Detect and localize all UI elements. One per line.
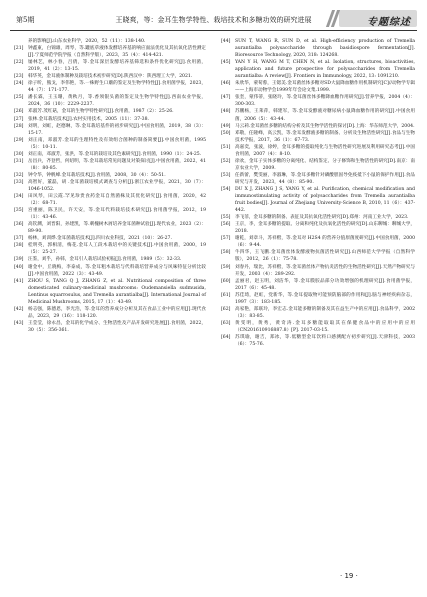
reference-text: 谢乾，刘章斗，苏祥楷，等.金耳对 H2S4 的营养分值原菌度研究[J].中国食用菌，2000（6）：9-44.: [235, 236, 415, 249]
reference-number: [58]: [221, 250, 231, 256]
reference-entry: [221, 108, 415, 122]
reference-text: 岳昌兵，齐登哲，何绍明，等.金耳栽培常见问题及对策探讨[J].中国食用菌，2022，41（8）：80-85.: [28, 158, 206, 171]
reference-number: [32]: [14, 172, 24, 178]
reference-entry: [221, 38, 415, 59]
reference-entry: [221, 214, 415, 221]
reference-number: [51]: [221, 144, 231, 150]
reference-entry: [14, 179, 206, 193]
reference-text: 宫重丽，陈卫民，许天安，等.金耳代料栽培技术研究[J].食用菌学报，2012，19（1）：43-46.: [28, 208, 206, 221]
reference-entry: [14, 256, 206, 263]
reference-number: [42]: [14, 306, 24, 312]
reference-number: [26]: [14, 109, 24, 115]
reference-column-right: [221, 38, 415, 348]
reference-text: 牛四华，王飞鹏.金耳菌丝体发酵液物抗菌活性研究[J].山西师范大学学报（自然科学版），2012，26（1）：75-78.: [235, 250, 415, 263]
reference-entry: [14, 80, 206, 94]
page-header: [10, 8, 417, 32]
reference-entry: [221, 334, 415, 348]
reference-entry: [221, 158, 415, 172]
page-number: · 19 ·: [340, 572, 358, 580]
reference-entry: [221, 123, 415, 130]
reference-text: 高钦渊，刘晋阳，孙建凯，等.刺槐树木屑培养金耳菌种试验[J].现代农业，2023（2）：89-90.: [28, 222, 206, 235]
reference-number: [34]: [14, 194, 24, 200]
reference-entry: [14, 193, 206, 207]
reference-text: 桂明英，郭相清，梅花.金耳人工段木栽培中的关键技术[J].中国食用菌，2000，19（5）：25-27.: [28, 243, 206, 256]
reference-number: [50]: [221, 130, 231, 136]
reference-number: [27]: [14, 116, 24, 122]
reference-text: 高家艳，郑联玲，李宏志.金耳能多糖的制备及其在益生产中的应用[J].食品科学，2002（3）：83-85.: [235, 306, 415, 319]
reference-entry: [14, 45, 206, 59]
reference-text: 杨志强，陈德恩，李光浩，等.金耳的营养成分分析及其在食品工业中的应用[J].现代食品，2023，29（16）：118-120.: [28, 306, 206, 319]
reference-text: 王京，李，金耳多糖的提取、分离和纯化及抗氧化活性的研究[D].山东聊城：聊城大学，2018.: [235, 222, 415, 235]
reference-text: DU X J, ZHANG J S, YANG Y, et al. Purification, chemical modification and immunostimulating activity of polysaccharides from Tremella aurantialba fruit bodies[J]. Journal of Zhejiang University-Science B, 2010, 11（6）：437-442.: [235, 186, 415, 214]
reference-entry: [14, 320, 206, 334]
reference-text: 黄雯明，黄秀，黄奇涛.金耳多糖能取取其在保健食品中的应用中的应用（CN201610916887.8）[P]. 2017-03-15.: [235, 320, 415, 333]
reference-text: SUN T, WANG R, SUN D, et al. High-efficiency production of Tremella aurantialba polysaccharide through basidiospore fermentation[J]. Bioresource Technology, 2020, 318: 124268.: [235, 39, 415, 59]
reference-number: [22]: [14, 60, 24, 66]
reference-text: 养的影响[J].山东农业科学，2020，52（11）：138-140.: [28, 39, 146, 44]
reference-number: [59]: [221, 264, 231, 270]
reference-text: 杨林，刘训烨.金耳菌栽培技术[J].四川农业科技，2021（10）：26-27.: [28, 236, 172, 242]
issue-label: 第5期: [16, 16, 35, 24]
reference-entry: [14, 207, 206, 221]
reference-text: 高智好，董磊，胡 .金耳菌栽培模式调查与分析[J].浙江农业学报，2021，30（7）：1046-1052.: [28, 179, 206, 192]
reference-text: 田风琴，田云霞.罕见珍贵食药金耳自然菌株及其优化研究[J].食用菌，2020，42（2）：68-71.: [28, 194, 206, 207]
section-badge: [329, 10, 417, 27]
reference-number: [30]: [14, 151, 24, 157]
reference-entry: [14, 108, 206, 115]
reference-number: [48]: [221, 109, 231, 115]
reference-number: [36]: [14, 222, 24, 228]
reference-text: 张林.金耳栽培技术[J].农村实用技术，2005（11）：37-38.: [28, 116, 149, 122]
reference-text: 潘长霖，王玉珊，黄秋月，等.香须银头菌的鉴定及生物学特性[J].西南农业学报，2024，36（10）：2229-2237.: [28, 95, 206, 108]
reference-number: [55]: [221, 215, 231, 221]
reference-number: [41]: [14, 278, 24, 284]
reference-number: [61]: [221, 292, 231, 298]
reference-entry: [14, 278, 206, 306]
reference-text: 高嘉奕，张波，徐婷，金耳多糖的提取纯化与生物活性研究进展及利用研究态考[J].中国食用菌，2007（4）：8-10.: [235, 144, 415, 157]
reference-entry: [14, 116, 206, 123]
reference-entry: [221, 80, 415, 94]
reference-number: [21]: [14, 46, 24, 52]
reference-number: [37]: [14, 236, 24, 242]
reference-number: [35]: [14, 208, 24, 214]
reference-entry: [221, 221, 415, 235]
reference-number: [33]: [14, 179, 24, 185]
reference-text: 马云莉.金耳菌丝多糖的结构分析及其生物学活性的探讨[D].上海：华东师范大学，2004.: [235, 123, 415, 129]
reference-text: 任新蕾，樊雯丽，李淑琳，等.金耳多糖针对磷酸胆固导免疫抵下小鼠的保护作用[J].食品研究与开发，2023，44（8）：85-90.: [235, 172, 415, 185]
reference-text: 韩华英，金耳液体制种及栽培技术初步研究[D].陕西汉中：陕西理工大学，2021.: [28, 74, 193, 80]
reference-number: [54]: [221, 186, 231, 192]
reference-text: 张奎，蒙伟蒂，张晓玲，等.金耳菌丝体多糖降血糖作用研究[J].营养学报，2004（4）：300-303.: [235, 95, 415, 108]
reference-number: [45]: [221, 60, 231, 66]
reference-entry: [14, 151, 206, 158]
reference-text: 刘春丹，瑞比，苏祥楷，等.金耳菌丝体产物抗炎活性的生物活性研究[J].天然产物研究与开发，2003（4）：289-292.: [235, 264, 415, 277]
reference-entry: [14, 137, 206, 151]
running-title: 王晓爽，等：金耳生物学特性、栽培技术和多糖功效的研究进展: [115, 16, 312, 24]
reference-entry: [221, 292, 415, 306]
reference-text: 邓敬，任隆峰，高云凯，等.金耳发酵液多糖的制备、分析及生物活性研究[J].食品与生物技术学报，2017，36（1）：67-73.: [235, 130, 415, 143]
reference-entry: [221, 186, 415, 214]
reference-text: 徐欢，金耳子实体多糖的分离纯化、结构鉴定、分子修饰和生物活性的研究[D].南京：南京农业大学，2009.: [235, 158, 415, 171]
reference-number: [43]: [14, 320, 24, 326]
reference-number: [64]: [221, 334, 231, 340]
reference-entry: [221, 320, 415, 334]
reference-text: 刘正南，邓淑芳.金耳的生理特性及有效组合菌种的制备简要[J].中国食用菌，1995（5）：10-11.: [28, 137, 206, 150]
reference-number: [60]: [221, 278, 231, 284]
reference-entry: [14, 94, 206, 108]
reference-entry: [221, 278, 415, 292]
header-rule: [10, 30, 417, 31]
reference-number: [53]: [221, 172, 231, 178]
reference-text: 王莹莹，徐永昌，金耳的化学成分、生物活性及产品开发研究进展[J].食用菌，2022，30（5）：356-361.: [28, 320, 206, 333]
reference-number: [39]: [14, 257, 24, 263]
reference-entry: [14, 172, 206, 179]
badge-text: 专题综述: [367, 17, 411, 28]
reference-entry: [14, 59, 206, 73]
reference-text: 刘正南，邓淑芳，张洪，等.金耳的栽培及其色素研究[J].食用菌，1990（1）：24-25.: [28, 151, 202, 157]
reference-entry: [14, 38, 206, 45]
reference-number: [57]: [221, 236, 231, 242]
reference-text: 汪鉴，刘乎，孙韩，金耳引人栽培试验初报[J].食用菌，1989（5）：32-33.: [28, 257, 182, 263]
reference-entry: [221, 306, 415, 320]
reference-entry: [14, 306, 206, 320]
reference-column-left: [14, 38, 206, 334]
reference-entry: [14, 123, 206, 137]
reference-text: YAN Y H, WANG M T, CHEN N, et al. Isolation, structures, bioactivities, application and future prospective for polysaccharides from Tremella aurantialba: A review[J]. Frontiers in Immunology, 2022, 13: 1091210.: [235, 60, 415, 80]
reference-text: 邓淑芳.茂红菇，金耳的生物学特性研究[J].食用菌，1987（2）：25-26.: [28, 109, 174, 115]
reference-number: [62]: [221, 306, 231, 312]
reference-text: 刘明，刘虹，赵德琳，等.金耳栽培基件的初步研究[J].中国食用菌，2019，38（3）：15-17.: [28, 123, 206, 136]
reference-number: [25]: [14, 95, 24, 101]
reference-entry: [14, 242, 206, 256]
reference-entry: [221, 172, 415, 186]
reference-text: 朱欣华，蒙荀蓉，王锶美.金耳菌丝体多糖对SD大鼠降血糖作用机制研究[C]//动物学专辑——上海市动物学会1999年年会论文集.1999.: [235, 81, 415, 94]
reference-number: [47]: [221, 95, 231, 101]
reference-text: ZHOU S, TANG Q J, ZHANG Z, et al. Nutritional composition of three domesticated culinary-medicinal mushrooms: Oudemansiella sudmusida, Lentinus squarrosulus, and Tremella aurantialba[J]. International Journal of Medicinal Mushrooms, 2015, 17（1）：43-49.: [28, 278, 206, 305]
reference-number: [44]: [221, 39, 231, 44]
reference-text: 屡林艺，林小春，吕倩，等.金耳深层发酵培养基筛选和条件优化研究[J].食用菌，2019，41（2）：13-15.: [28, 60, 206, 73]
reference-number: [38]: [14, 243, 24, 249]
reference-entry: [14, 158, 206, 172]
reference-entry: [221, 235, 415, 249]
reference-entry: [221, 144, 415, 158]
reference-entry: [221, 59, 415, 80]
reference-number: [63]: [221, 320, 231, 326]
reference-number: [40]: [14, 264, 24, 270]
reference-text: 钟鑫東，白锦雄，周琴，等.罐底草液体发酵培养基的响应面法优化及其抗氧化活性测定[J].宁夏师范学院学报（自然科学版），2023，35（4）：414-421.: [28, 46, 206, 59]
reference-text: 苏鹏杨，王莱萍，韩建军，等.金耳发酵液对糖尿病小鼠降血糖作用的研究[J].中国食用菌，2006（5）：43-44.: [235, 109, 415, 122]
reference-entry: [221, 264, 415, 278]
reference-text: 苏佳琦，赵虹，党新华，等.金耳提取物可能预防脑部的作用和[J].脑与神经疾病杂志，1997（3）：183-185.: [235, 292, 415, 305]
reference-entry: [14, 73, 206, 80]
reference-number: [29]: [14, 137, 24, 143]
reference-entry: [221, 130, 415, 144]
reference-text: 谢金中，丘晓梅，李泰成，等.金耳粗木栽培与代料栽培营养成分与风味特征分析比较[J].中国食用菌，2022（3）：43-49.: [28, 264, 206, 277]
reference-number: [56]: [221, 222, 231, 228]
reference-number: [49]: [221, 123, 231, 129]
reference-text: 徐子昕，熊戈，李伟艳，等.一株野生口蘑的鉴定及生物学特性[J].食用菌学报，2023，44（7）：171-177.: [28, 81, 206, 94]
reference-text: 孟丽君，赵玉明，刘洁华，等.金耳膜胶品部分功效增强的机理研究[J].食用菌学报，2017（6）：45-48.: [235, 278, 415, 291]
reference-text: 钟令华，钟帆峰.金耳栽培技术[J].食用菌，2008，30（4）：50-51.: [28, 172, 166, 178]
reference-entry: [221, 249, 415, 263]
reference-number: [31]: [14, 158, 24, 164]
reference-entry: [14, 264, 206, 278]
reference-number: [23]: [14, 74, 24, 80]
reference-number: [24]: [14, 81, 24, 87]
reference-entry: [14, 221, 206, 235]
reference-text: 李飞菲，金耳多糖的制备、表征及其抗氧化活性研究[D].郑州：河南工业大学，2023.: [235, 215, 409, 221]
reference-entry: [14, 235, 206, 242]
reference-number: [46]: [221, 81, 231, 87]
reference-number: [52]: [221, 158, 231, 164]
reference-number: [28]: [14, 123, 24, 129]
reference-entry: [221, 94, 415, 108]
reference-text: 苏琪瑜，谢吉，郑冰，等.低糖型金耳饮料口感测配方初步研究[J].天津科技，2003（6）：75-76.: [235, 334, 415, 348]
